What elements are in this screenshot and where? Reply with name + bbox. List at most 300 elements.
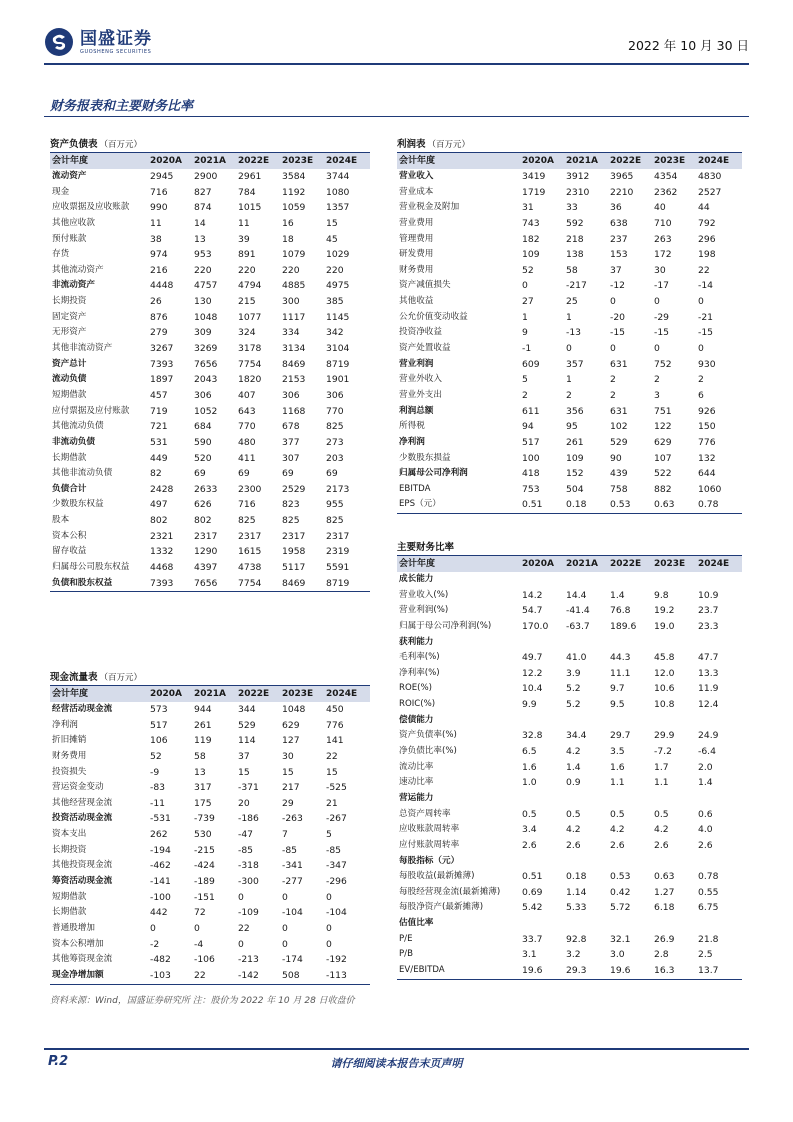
page-number: P.2 [48, 1054, 69, 1069]
row-label: 投资活动现金流 [52, 813, 113, 824]
row-value: -189 [194, 876, 215, 888]
row-value: 9.8 [654, 589, 669, 601]
table-row [397, 341, 742, 357]
logo-icon [44, 27, 74, 57]
row-label: 长期投资 [52, 844, 87, 855]
row-value [654, 916, 698, 932]
table-row [397, 482, 742, 498]
row-value: 6.75 [698, 902, 719, 914]
row-value [698, 635, 742, 651]
row-value [522, 854, 566, 870]
row-value: 33.7 [522, 933, 543, 945]
table-row [397, 169, 742, 185]
row-value [610, 635, 654, 651]
row-label: 负债和股东权益 [52, 577, 113, 588]
row-label: 经营活动现金流 [52, 704, 113, 714]
table-row [397, 588, 742, 604]
row-label: 每股净资产(最新摊薄) [399, 902, 484, 913]
row-label: 投资净收益 [399, 327, 442, 338]
row-value: 7754 [238, 577, 262, 589]
table-row [397, 947, 742, 963]
table-row [397, 603, 742, 619]
row-value: 0.53 [610, 871, 631, 883]
row-label: 营业收入 [399, 171, 434, 181]
row-value: 4885 [282, 280, 306, 292]
row-value: 0.78 [698, 499, 719, 511]
row-value: 4397 [194, 562, 218, 574]
row-value: 317 [194, 782, 212, 794]
row-label: 资产总计 [52, 358, 87, 369]
table-row [397, 200, 742, 216]
row-value: 2 [610, 389, 616, 401]
row-value: 22 [326, 750, 338, 762]
row-value: -6.4 [698, 746, 716, 758]
row-value: 334 [282, 327, 300, 339]
row-value: 2.6 [654, 839, 669, 851]
column-header-label: 会计年度 [52, 156, 89, 166]
row-value: -186 [238, 813, 259, 825]
row-value: 153 [610, 249, 628, 261]
table-row [50, 718, 370, 734]
row-label: 其他非流动负债 [52, 468, 113, 479]
row-value: -141 [150, 876, 171, 888]
company-logo [44, 24, 152, 60]
row-value: 0.51 [522, 499, 543, 511]
row-value: 590 [194, 436, 212, 448]
row-value: 109 [566, 452, 584, 464]
row-value: 1029 [326, 249, 350, 261]
row-value: 3744 [326, 171, 350, 182]
row-value: 517 [522, 436, 540, 448]
row-value [610, 713, 654, 729]
row-value: 1897 [150, 374, 174, 386]
row-value: 4448 [150, 280, 174, 292]
row-value: 2.8 [654, 949, 669, 961]
row-value: 14.4 [566, 589, 587, 601]
row-value: 26 [150, 296, 162, 308]
table-title-text: 现金流量表 [50, 672, 98, 683]
income-statement-table [397, 137, 742, 514]
column-header-year: 2024E [326, 689, 358, 699]
row-value: 14.2 [522, 589, 543, 601]
row-label: 净利润 [52, 719, 78, 730]
row-value: 14 [194, 217, 206, 229]
row-value: 2945 [150, 171, 174, 182]
row-value: 3104 [326, 343, 350, 355]
row-value: 1 [566, 374, 572, 386]
row-value: 5591 [326, 562, 350, 574]
row-value [698, 572, 742, 588]
table-row [50, 905, 370, 921]
row-value: 4830 [698, 171, 722, 182]
row-value: 119 [194, 735, 212, 747]
row-value: 1.4 [610, 589, 625, 601]
row-label: 营业费用 [399, 217, 434, 228]
table-row [50, 404, 370, 420]
row-value: 3.0 [610, 949, 625, 961]
row-value: 273 [326, 436, 344, 448]
row-value: 26.9 [654, 933, 675, 945]
table-row [397, 681, 742, 697]
row-value: 0.69 [522, 886, 543, 898]
row-label: 资产处置收益 [399, 343, 451, 354]
row-value: 7656 [194, 358, 218, 370]
row-value: 3134 [282, 343, 306, 355]
row-value: 439 [610, 468, 628, 480]
table-row [50, 388, 370, 404]
table-row [397, 822, 742, 838]
row-value: -194 [150, 844, 171, 856]
row-label: 归属母公司股东权益 [52, 562, 130, 573]
table-row [50, 921, 370, 937]
row-value: 643 [238, 405, 256, 417]
row-value: 825 [326, 515, 344, 527]
column-header-year: 2021A [194, 156, 227, 166]
row-value: 29.3 [566, 965, 587, 977]
row-value: 0 [698, 296, 704, 308]
column-header-year: 2023E [282, 156, 314, 166]
section-divider [44, 116, 749, 117]
row-value: 5 [522, 374, 528, 386]
row-value: 13 [194, 766, 206, 778]
row-label: 财务费用 [52, 750, 87, 761]
row-label: 资本公积增加 [52, 938, 104, 949]
row-label: 流动资产 [52, 171, 87, 181]
row-value: 58 [194, 750, 206, 762]
table-row [50, 372, 370, 388]
row-label: 其他非流动资产 [52, 343, 113, 354]
table-title [397, 540, 742, 555]
column-header-year: 2024E [326, 156, 358, 166]
row-value: 0 [698, 343, 704, 355]
row-value [698, 854, 742, 870]
column-header-label: 会计年度 [52, 689, 89, 699]
row-value: 457 [150, 389, 168, 401]
row-value: -462 [150, 860, 171, 872]
row-value: 0.5 [654, 808, 669, 820]
row-value: 2173 [326, 483, 350, 495]
row-value: 24.9 [698, 730, 719, 742]
table-row [50, 749, 370, 765]
row-value: 27 [522, 296, 534, 308]
row-value: 4794 [238, 280, 262, 292]
row-label: 其他投资现金流 [52, 860, 113, 871]
table-row [50, 185, 370, 201]
row-value: 19.6 [522, 965, 543, 977]
row-label: 长期借款 [52, 452, 87, 463]
table-unit: （百万元） [99, 140, 143, 150]
table-row [397, 435, 742, 451]
row-value: 529 [610, 436, 628, 448]
row-value [566, 635, 610, 651]
row-value: 2529 [282, 483, 306, 495]
row-value: 719 [150, 405, 168, 417]
row-label: 偿债能力 [399, 714, 434, 725]
row-value: 106 [150, 735, 168, 747]
row-value: -531 [150, 813, 171, 825]
row-value: -11 [150, 797, 166, 809]
table-row [50, 576, 370, 592]
row-value: -15 [654, 327, 670, 339]
row-value: 2210 [610, 186, 634, 198]
row-value: 3912 [566, 171, 590, 182]
row-label: P/E [399, 933, 413, 944]
table-row [397, 247, 742, 263]
balance-sheet-table [50, 137, 370, 592]
row-value: 517 [150, 719, 168, 731]
row-value: 1615 [238, 546, 262, 558]
row-label: 流动比率 [399, 761, 434, 772]
row-label: 净利率(%) [399, 667, 440, 678]
table-row [50, 169, 370, 185]
table-row [50, 310, 370, 326]
row-value: 1 [522, 311, 528, 323]
row-value: 0 [654, 296, 660, 308]
row-label: 资本支出 [52, 829, 87, 840]
row-label: 管理费用 [399, 233, 434, 244]
row-value: 0 [282, 922, 288, 934]
row-value: 175 [194, 797, 212, 809]
row-value: 1.6 [610, 761, 625, 773]
row-value: 357 [566, 358, 584, 370]
row-value: 2527 [698, 186, 722, 198]
row-value: -347 [326, 860, 347, 872]
row-value: 1080 [326, 186, 350, 198]
row-value: 825 [282, 515, 300, 527]
row-value: 261 [194, 719, 212, 731]
column-header-year: 2022E [238, 689, 270, 699]
row-label: 营业税金及附加 [399, 202, 460, 213]
row-value: 307 [282, 452, 300, 464]
row-value: 629 [282, 719, 300, 731]
row-value: 2310 [566, 186, 590, 198]
row-value: 3.5 [610, 746, 625, 758]
row-value: 0 [194, 922, 200, 934]
row-value: 90 [610, 452, 622, 464]
table-row [397, 697, 742, 713]
row-value: 138 [566, 249, 584, 261]
row-value: 776 [698, 436, 716, 448]
row-label: 应收票据及应收账款 [52, 202, 130, 213]
column-header-year: 2021A [194, 689, 227, 699]
row-value: 47.7 [698, 652, 719, 664]
row-value: 418 [522, 468, 540, 480]
row-value: -100 [150, 891, 171, 903]
row-value: 30 [282, 750, 294, 762]
row-value: -12 [610, 280, 626, 292]
row-label: 其他应收款 [52, 217, 95, 228]
table-row [50, 497, 370, 513]
row-value: 825 [326, 421, 344, 433]
row-value: 296 [698, 233, 716, 245]
row-value: 2362 [654, 186, 678, 198]
row-value: 1820 [238, 374, 262, 386]
row-value [654, 635, 698, 651]
row-value: 182 [522, 233, 540, 245]
logo-text: 国盛证券 [80, 28, 152, 49]
row-value: -85 [326, 844, 342, 856]
row-value: -263 [282, 813, 303, 825]
row-value: 306 [326, 389, 344, 401]
table-row [397, 404, 742, 420]
row-value: 52 [150, 750, 162, 762]
table-row [50, 216, 370, 232]
row-value: 631 [610, 358, 628, 370]
row-value: 25 [566, 296, 578, 308]
footer-divider [44, 1048, 749, 1050]
table-row [50, 827, 370, 843]
row-label: 现金净增加额 [52, 969, 104, 980]
row-label: 速动比率 [399, 777, 434, 788]
row-value: 1.0 [522, 777, 537, 789]
row-value: 2 [610, 374, 616, 386]
table-bottom-rule [50, 984, 370, 985]
column-header-year: 2020A [522, 156, 555, 166]
row-value: 753 [522, 483, 540, 495]
row-value [698, 713, 742, 729]
row-value: 2.6 [610, 839, 625, 851]
table-row [397, 635, 742, 651]
row-value: 216 [150, 264, 168, 276]
row-value: 170.0 [522, 620, 549, 632]
column-header-year: 2022E [610, 559, 642, 569]
row-value: 0 [326, 922, 332, 934]
row-label: EV/EBITDA [399, 965, 445, 976]
row-value: -1 [522, 343, 532, 355]
table-row [50, 482, 370, 498]
row-value: 0 [522, 280, 528, 292]
table-row [397, 357, 742, 373]
row-value: 626 [194, 499, 212, 511]
row-label: 获利能力 [399, 636, 434, 647]
table-row [50, 811, 370, 827]
row-value: 8469 [282, 577, 306, 589]
row-value: -300 [238, 876, 259, 888]
row-value: 7754 [238, 358, 262, 370]
row-value: 0 [566, 343, 572, 355]
row-value: 776 [326, 719, 344, 731]
row-value [610, 854, 654, 870]
row-value: 710 [654, 217, 672, 229]
row-value: 3419 [522, 171, 546, 182]
table-row [397, 419, 742, 435]
row-value: 3.9 [566, 667, 581, 679]
column-header-year: 2021A [566, 156, 599, 166]
row-value: 31 [522, 202, 534, 214]
cash-flow-table [50, 670, 370, 985]
row-value: 4.2 [610, 824, 625, 836]
row-value: 150 [698, 421, 716, 433]
row-label: 现金 [52, 186, 70, 197]
row-value: 7393 [150, 577, 174, 589]
row-value: 7393 [150, 358, 174, 370]
row-label: 资本公积 [52, 530, 87, 541]
row-value: -63.7 [566, 620, 590, 632]
header-divider [44, 63, 749, 65]
row-label: 营业成本 [399, 186, 434, 197]
row-value [654, 854, 698, 870]
row-value: 12.2 [522, 667, 543, 679]
table-row [397, 885, 742, 901]
row-label: 投资损失 [52, 766, 87, 777]
row-value: 1290 [194, 546, 218, 558]
row-value: 784 [238, 186, 256, 198]
row-label: 营业利润 [399, 358, 434, 369]
table-bottom-rule [397, 979, 742, 980]
row-value: 2319 [326, 546, 350, 558]
row-value: 44 [698, 202, 710, 214]
row-label: EPS（元） [399, 499, 441, 510]
row-value: 72 [194, 907, 206, 919]
row-value: 974 [150, 249, 168, 261]
row-value: 5.33 [566, 902, 587, 914]
row-value: -85 [282, 844, 298, 856]
row-value: -341 [282, 860, 303, 872]
row-label: 少数股东损益 [399, 452, 451, 463]
row-value: 218 [566, 233, 584, 245]
table-row [50, 702, 370, 718]
row-label: 每股经营现金流(最新摊薄) [399, 886, 501, 897]
row-value: 1168 [282, 405, 306, 417]
row-value: 2317 [326, 530, 350, 542]
row-value: 13.3 [698, 667, 719, 679]
row-value [610, 916, 654, 932]
row-value: -151 [194, 891, 215, 903]
row-value: 279 [150, 327, 168, 339]
row-value: 69 [194, 468, 206, 480]
column-header-year: 2020A [150, 689, 183, 699]
row-value: 76.8 [610, 605, 631, 617]
row-value: 11.9 [698, 683, 719, 695]
row-value: 40 [654, 202, 666, 214]
row-label: 少数股东权益 [52, 499, 104, 510]
row-value: -267 [326, 813, 347, 825]
row-value: 19.2 [654, 605, 675, 617]
row-value [566, 572, 610, 588]
row-value: 107 [654, 452, 672, 464]
row-label: 净负债比率(%) [399, 746, 457, 757]
row-value: 109 [522, 249, 540, 261]
column-header-year: 2022E [610, 156, 642, 166]
table-row [397, 451, 742, 467]
row-value: 629 [654, 436, 672, 448]
row-value: -215 [194, 844, 215, 856]
row-value: 16 [282, 217, 294, 229]
row-value: 6.5 [522, 746, 537, 758]
row-value: 8469 [282, 358, 306, 370]
row-value: -217 [566, 280, 587, 292]
row-value: 11 [150, 217, 162, 229]
row-label: 其他筹资现金流 [52, 954, 113, 965]
row-value: 3 [654, 389, 660, 401]
row-value: 2300 [238, 483, 262, 495]
table-row [397, 791, 742, 807]
column-header-year: 2024E [698, 559, 730, 569]
table-row [397, 916, 742, 932]
row-label: 其他收益 [399, 296, 434, 307]
table-row [397, 619, 742, 635]
row-value: 4468 [150, 562, 174, 574]
row-value: 0.18 [566, 871, 587, 883]
row-value: -106 [194, 954, 215, 966]
row-value: 4.0 [698, 824, 713, 836]
row-value: 69 [238, 468, 250, 480]
row-value: 69 [326, 468, 338, 480]
row-value: -7.2 [654, 746, 672, 758]
row-value: 4738 [238, 562, 262, 574]
row-value: 529 [238, 719, 256, 731]
row-value: 18 [282, 233, 294, 245]
